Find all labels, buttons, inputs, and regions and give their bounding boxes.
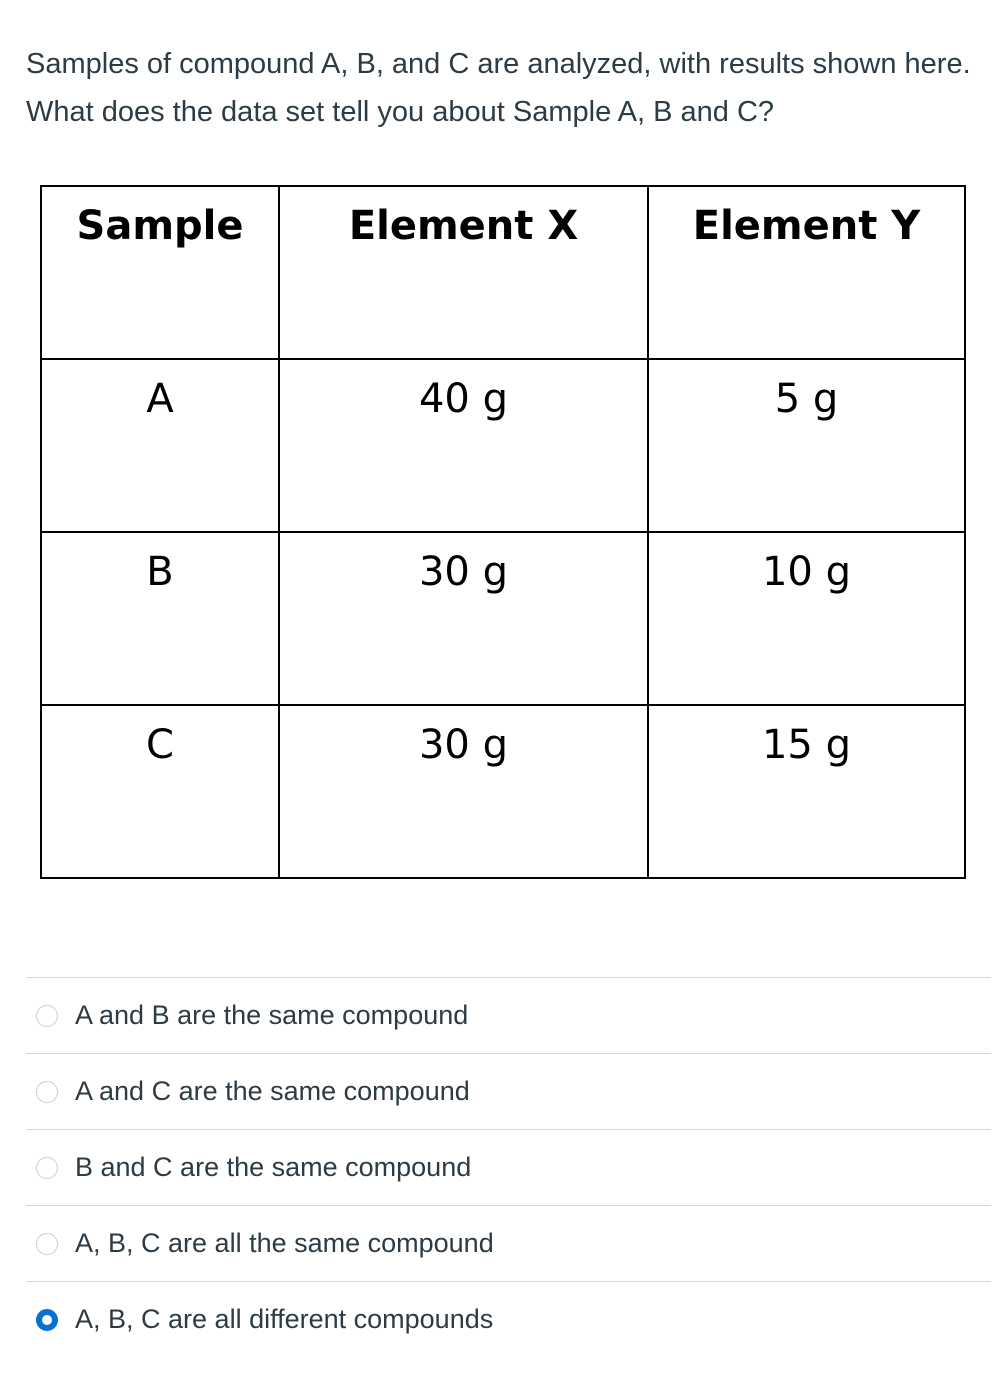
data-table — [40, 185, 966, 879]
header-sample: Sample — [41, 186, 279, 359]
answer-label[interactable]: A, B, C are all the same compound — [75, 1228, 494, 1258]
table-cell-element-x: 40 g — [279, 359, 648, 532]
table-cell-sample: B — [41, 532, 279, 705]
table-cell-element-x: 30 g — [279, 705, 648, 878]
header-element-y: Element Y — [648, 186, 965, 359]
table-cell-element-x: 30 g — [279, 532, 648, 705]
table-cell-element-y: 15 g — [648, 705, 965, 878]
answer-label[interactable]: A, B, C are all different compounds — [75, 1304, 494, 1334]
answer-list — [26, 977, 991, 1357]
answer-label[interactable]: B and C are the same compound — [75, 1152, 472, 1182]
radio-button[interactable] — [36, 1157, 58, 1179]
table-row — [41, 705, 965, 878]
table-header-row — [41, 186, 965, 359]
answer-option[interactable] — [26, 978, 991, 1054]
header-element-x: Element X — [279, 186, 648, 359]
radio-button[interactable] — [36, 1005, 58, 1027]
question-text: Samples of compound A, B, and C are analyzed, with results shown here. What does the data set tell you about Sample A, B and C? — [26, 48, 971, 128]
answer-option[interactable] — [26, 1130, 991, 1206]
answer-option[interactable] — [26, 1054, 991, 1130]
answer-label[interactable]: A and C are the same compound — [75, 1076, 470, 1106]
answer-label[interactable]: A and B are the same compound — [75, 1000, 469, 1030]
table-row — [41, 532, 965, 705]
table-cell-element-y: 10 g — [648, 532, 965, 705]
table-cell-element-y: 5 g — [648, 359, 965, 532]
radio-button[interactable] — [36, 1233, 58, 1255]
answer-option[interactable] — [26, 1282, 991, 1357]
table-row — [41, 359, 965, 532]
answer-option[interactable] — [26, 1206, 991, 1282]
radio-button[interactable] — [36, 1081, 58, 1103]
table-cell-sample: C — [41, 705, 279, 878]
radio-button[interactable] — [36, 1309, 58, 1331]
table-cell-sample: A — [41, 359, 279, 532]
